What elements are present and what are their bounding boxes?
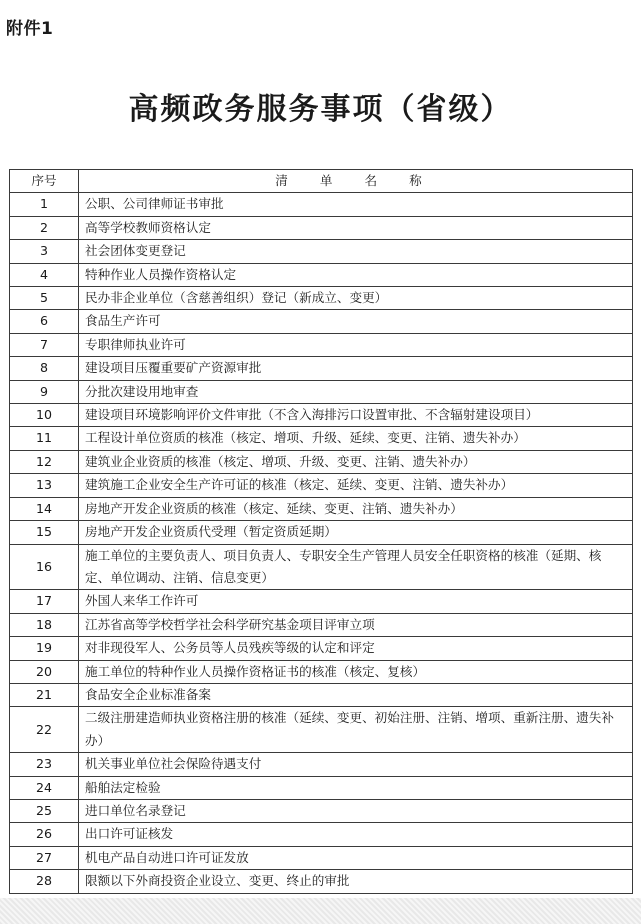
row-number: 19 — [10, 637, 79, 660]
row-number: 22 — [10, 707, 79, 753]
row-number: 17 — [10, 590, 79, 613]
row-item-name: 食品生产许可 — [79, 310, 633, 333]
table-row — [10, 333, 633, 356]
row-number: 14 — [10, 497, 79, 520]
table-row — [10, 404, 633, 427]
row-number: 1 — [10, 193, 79, 216]
row-item-name: 公职、公司律师证书审批 — [79, 193, 633, 216]
service-list-table — [9, 169, 633, 894]
table-row — [10, 846, 633, 869]
scan-edge-strip — [0, 898, 641, 924]
table-row — [10, 287, 633, 310]
row-number: 10 — [10, 404, 79, 427]
table-row — [10, 521, 633, 544]
row-number: 16 — [10, 544, 79, 590]
row-item-name: 房地产开发企业资质代受理（暂定资质延期） — [79, 521, 633, 544]
row-number: 26 — [10, 823, 79, 846]
row-number: 2 — [10, 216, 79, 239]
row-number: 24 — [10, 776, 79, 799]
table-row — [10, 613, 633, 636]
table-row — [10, 637, 633, 660]
row-item-name: 房地产开发企业资质的核准（核定、延续、变更、注销、遗失补办） — [79, 497, 633, 520]
col-header-name: 清 单 名 称 — [79, 170, 633, 193]
row-number: 20 — [10, 660, 79, 683]
table-row — [10, 753, 633, 776]
row-item-name: 施工单位的主要负责人、项目负责人、专职安全生产管理人员安全任职资格的核准（延期、核定、单位调动、注销、信息变更） — [79, 544, 633, 590]
table-row — [10, 310, 633, 333]
row-item-name: 社会团体变更登记 — [79, 240, 633, 263]
table-row — [10, 660, 633, 683]
row-item-name: 建筑施工企业安全生产许可证的核准（核定、延续、变更、注销、遗失补办） — [79, 474, 633, 497]
row-item-name: 专职律师执业许可 — [79, 333, 633, 356]
table-row — [10, 263, 633, 286]
table-body — [10, 193, 633, 893]
row-number: 25 — [10, 799, 79, 822]
table-row — [10, 216, 633, 239]
row-item-name: 建筑业企业资质的核准（核定、增项、升级、变更、注销、遗失补办） — [79, 450, 633, 473]
table-row — [10, 240, 633, 263]
row-number: 13 — [10, 474, 79, 497]
row-item-name: 建设项目压覆重要矿产资源审批 — [79, 357, 633, 380]
table-row — [10, 474, 633, 497]
row-item-name: 高等学校教师资格认定 — [79, 216, 633, 239]
col-header-number: 序号 — [10, 170, 79, 193]
page-title: 高频政务服务事项（省级） — [128, 92, 513, 127]
table-row — [10, 799, 633, 822]
table-row — [10, 450, 633, 473]
row-item-name: 食品安全企业标准备案 — [79, 683, 633, 706]
table-row — [10, 497, 633, 520]
row-item-name: 机关事业单位社会保险待遇支付 — [79, 753, 633, 776]
row-number: 6 — [10, 310, 79, 333]
row-number: 21 — [10, 683, 79, 706]
row-number: 11 — [10, 427, 79, 450]
row-number: 9 — [10, 380, 79, 403]
row-number: 8 — [10, 357, 79, 380]
table-row — [10, 380, 633, 403]
table-row — [10, 870, 633, 893]
row-number: 27 — [10, 846, 79, 869]
row-item-name: 外国人来华工作许可 — [79, 590, 633, 613]
table-row — [10, 357, 633, 380]
row-item-name: 江苏省高等学校哲学社会科学研究基金项目评审立项 — [79, 613, 633, 636]
row-number: 28 — [10, 870, 79, 893]
table-row — [10, 427, 633, 450]
row-item-name: 工程设计单位资质的核准（核定、增项、升级、延续、变更、注销、遗失补办） — [79, 427, 633, 450]
table-row — [10, 683, 633, 706]
row-number: 4 — [10, 263, 79, 286]
row-item-name: 船舶法定检验 — [79, 776, 633, 799]
row-item-name: 进口单位名录登记 — [79, 799, 633, 822]
row-number: 12 — [10, 450, 79, 473]
row-item-name: 机电产品自动进口许可证发放 — [79, 846, 633, 869]
row-item-name: 建设项目环境影响评价文件审批（不含入海排污口设置审批、不含辐射建设项目） — [79, 404, 633, 427]
attachment-label: 附件1 — [6, 19, 54, 39]
row-item-name: 对非现役军人、公务员等人员残疾等级的认定和评定 — [79, 637, 633, 660]
row-item-name: 民办非企业单位（含慈善组织）登记（新成立、变更） — [79, 287, 633, 310]
row-item-name: 施工单位的特种作业人员操作资格证书的核准（核定、复核） — [79, 660, 633, 683]
row-number: 23 — [10, 753, 79, 776]
row-item-name: 二级注册建造师执业资格注册的核准（延续、变更、初始注册、注销、增项、重新注册、遗失补办） — [79, 707, 633, 753]
row-item-name: 特种作业人员操作资格认定 — [79, 263, 633, 286]
row-number: 5 — [10, 287, 79, 310]
table-header-row — [10, 170, 633, 193]
table-row — [10, 823, 633, 846]
table-row — [10, 776, 633, 799]
row-item-name: 分批次建设用地审查 — [79, 380, 633, 403]
row-number: 3 — [10, 240, 79, 263]
row-number: 7 — [10, 333, 79, 356]
table-row — [10, 707, 633, 753]
table-row — [10, 544, 633, 590]
row-number: 18 — [10, 613, 79, 636]
table-row — [10, 590, 633, 613]
row-item-name: 出口许可证核发 — [79, 823, 633, 846]
row-number: 15 — [10, 521, 79, 544]
table-row — [10, 193, 633, 216]
row-item-name: 限额以下外商投资企业设立、变更、终止的审批 — [79, 870, 633, 893]
